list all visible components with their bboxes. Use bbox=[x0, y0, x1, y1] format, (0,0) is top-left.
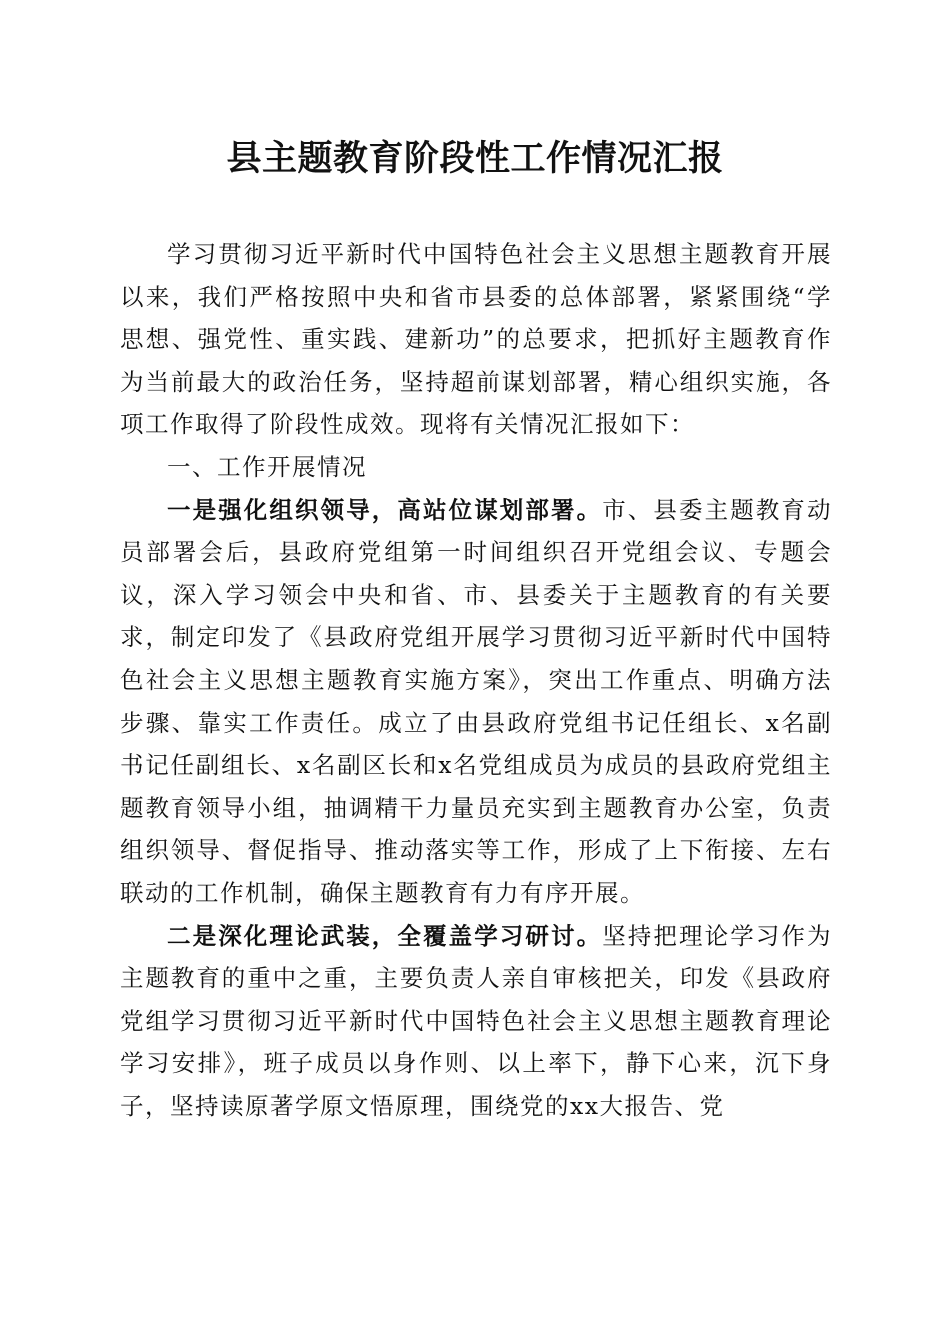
item-1-paragraph bbox=[120, 489, 832, 915]
item-2-lead: 二是深化理论武装，全覆盖学习研讨。 bbox=[167, 921, 603, 950]
item-2-text: 坚持把理论学习作为主题教育的重中之重，主要负责人亲自审核把关，印发《县政府党组学习贯彻习近平新时代中国特色社会主义思想主题教育理论学习安排》，班子成员以身作则、以上率下，静下心来，沉下身子，坚持读原著学原文悟原理，围绕党的xx大报告、党 bbox=[120, 921, 833, 1120]
item-2-paragraph bbox=[120, 915, 832, 1128]
item-1-text: 市、县委主题教育动员部署会后，县政府党组第一时间组织召开党组会议、专题会议，深入学习领会中央和省、市、县委关于主题教育的有关要求，制定印发了《县政府党组开展学习贯彻习近平新时代中国特色社会主义思想主题教育实施方案》，突出工作重点、明确方法步骤、靠实工作责任。成立了由县政府党组书记任组长、x名副书记任副组长、x名副区长和x名党组成员为成员的县政府党组主题教育领导小组，抽调精干力量员充实到主题教育办公室，负责组织领导、督促指导、推动落实等工作，形成了上下衔接、左右联动的工作机制，确保主题教育有力有序开展。 bbox=[120, 495, 833, 907]
intro-paragraph: 学习贯彻习近平新时代中国特色社会主义思想主题教育开展以来，我们严格按照中央和省市县委的总体部署，紧紧围绕“学思想、强党性、重实践、建新功”的总要求，把抓好主题教育作为当前最大的政治任务，坚持超前谋划部署，精心组织实施，各项工作取得了阶段性成效。现将有关情况汇报如下： bbox=[120, 240, 832, 439]
document-body bbox=[120, 233, 832, 1127]
document-title: 县主题教育阶段性工作情况汇报 bbox=[226, 138, 724, 179]
section-heading: 一、工作开展情况 bbox=[167, 452, 367, 481]
item-1-lead: 一是强化组织领导，高站位谋划部署。 bbox=[167, 495, 603, 524]
